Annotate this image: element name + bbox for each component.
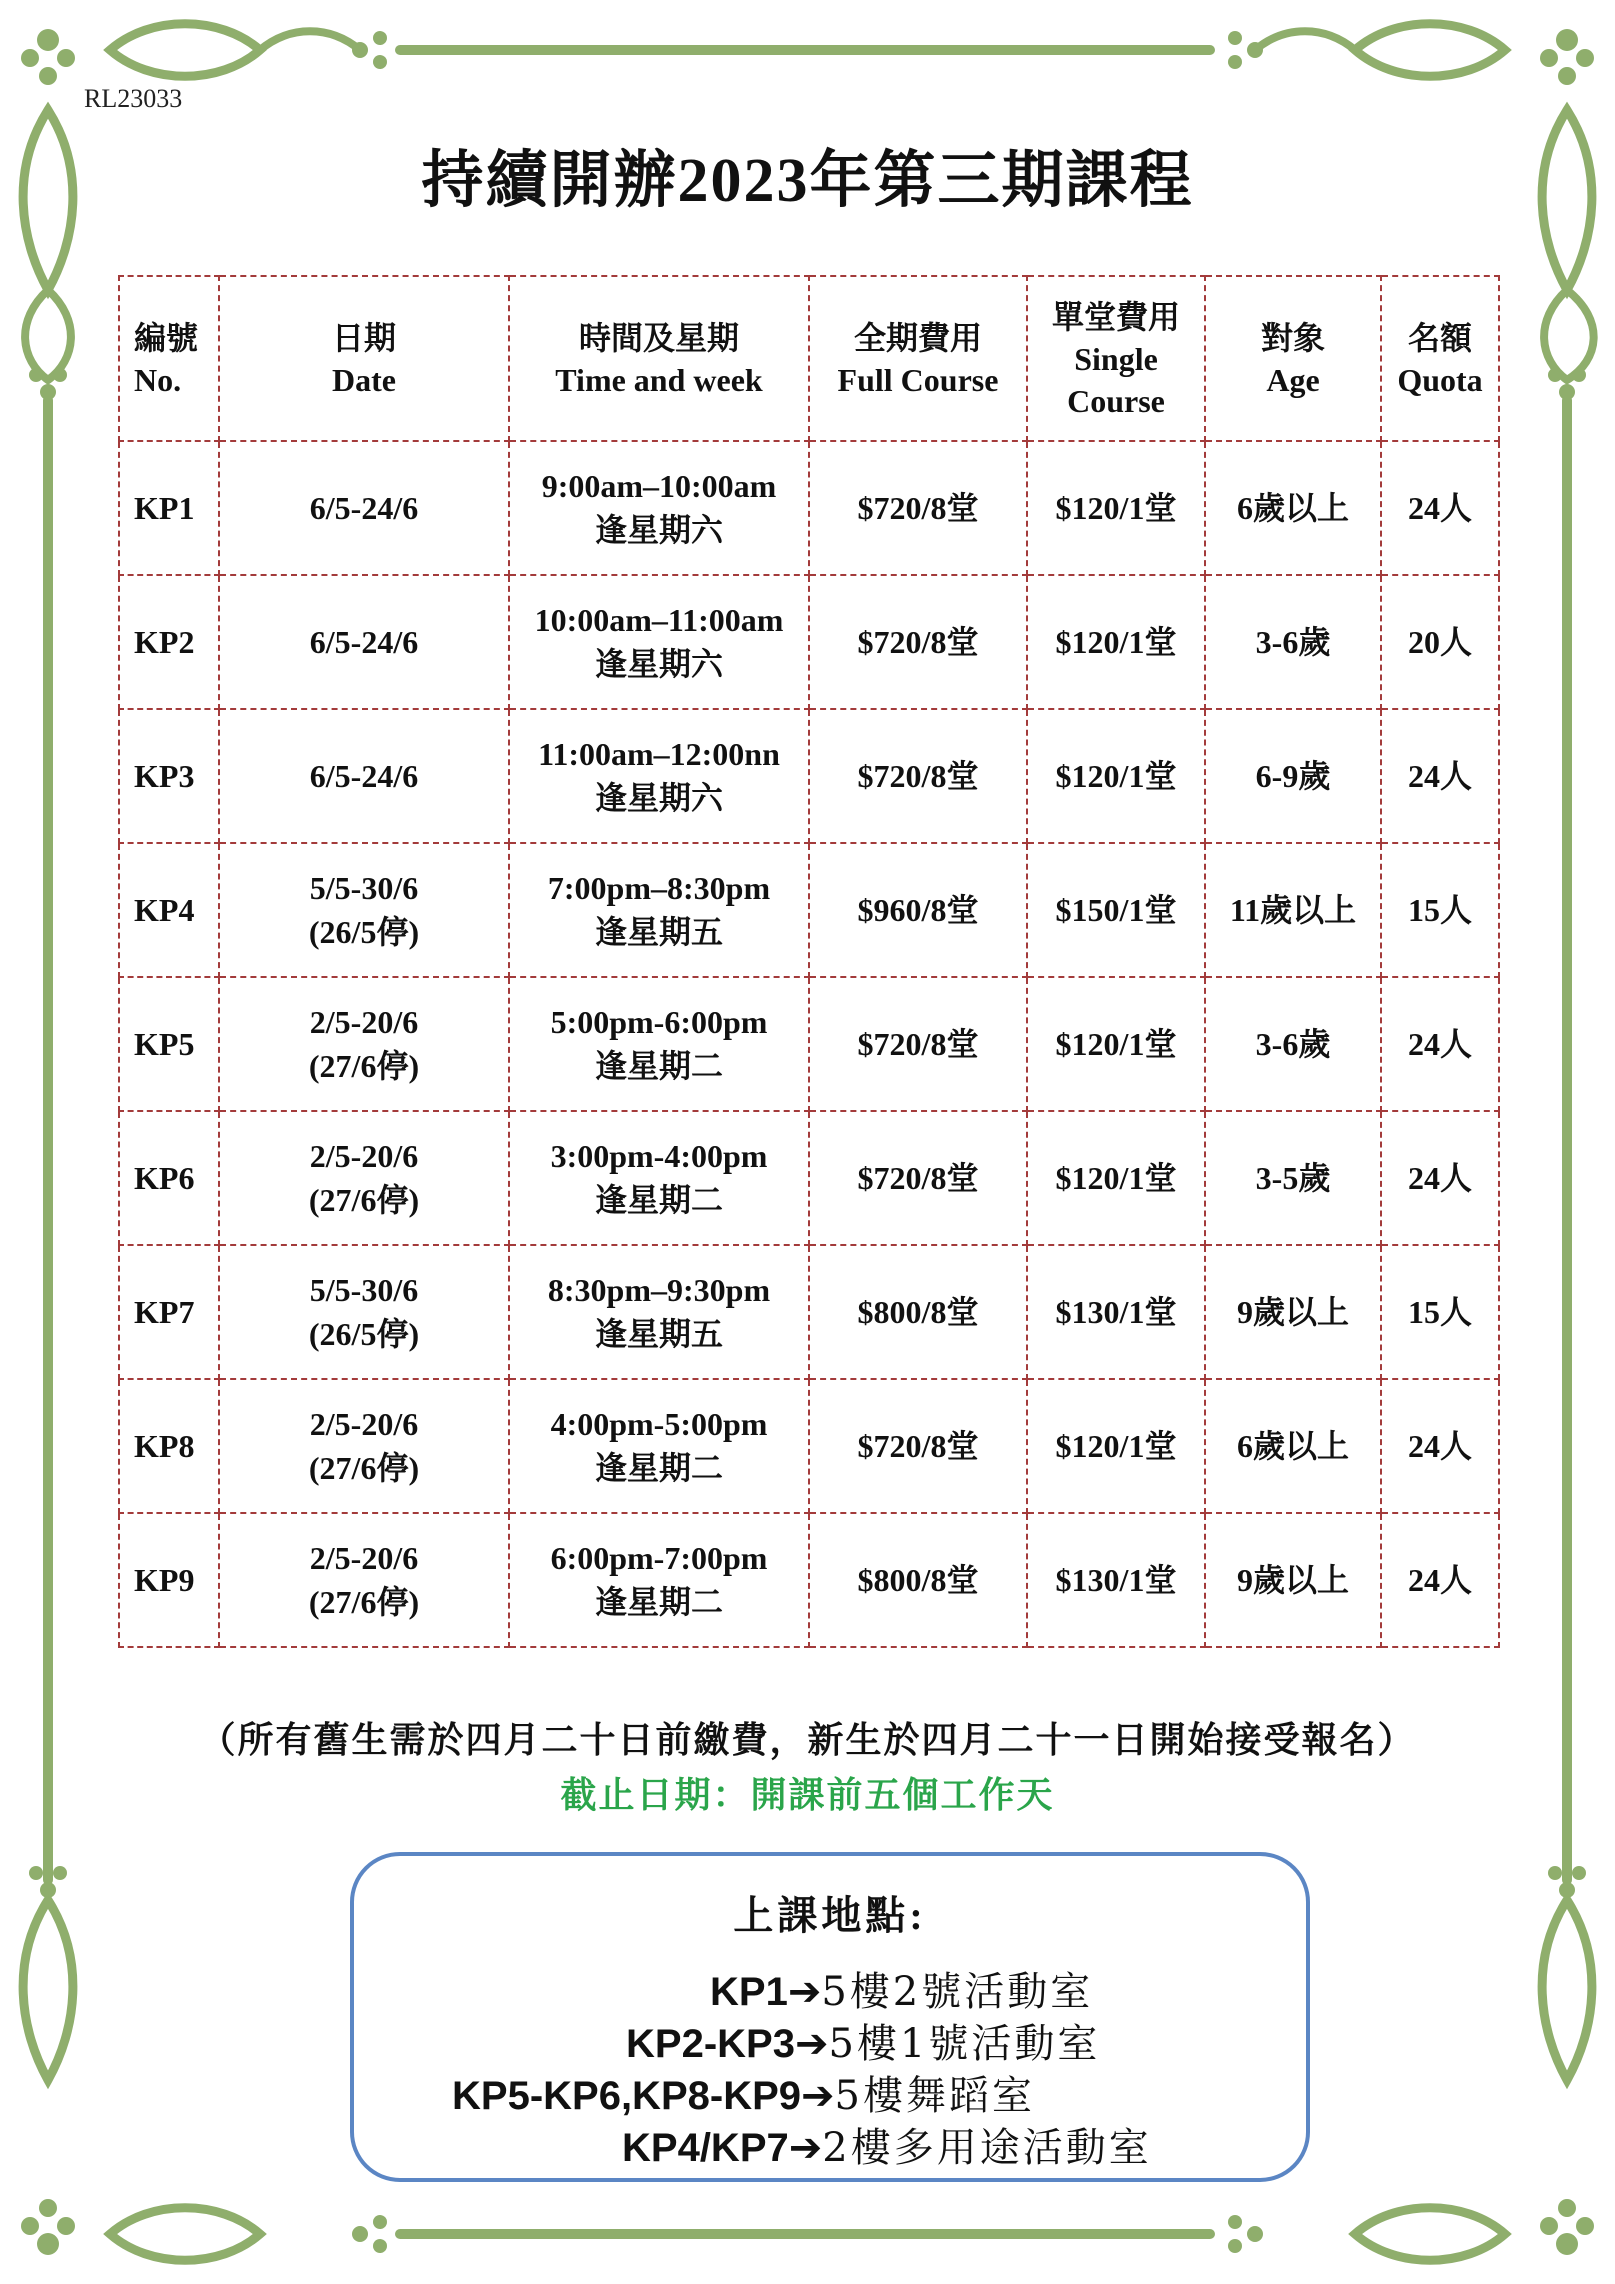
cell-full-course: $720/8堂: [809, 977, 1027, 1111]
arrow-right-icon: ➔: [794, 2021, 829, 2067]
table-row: [119, 1379, 1499, 1513]
cell-full-course: $720/8堂: [809, 575, 1027, 709]
cell-code: KP6: [119, 1111, 219, 1245]
table-row: [119, 575, 1499, 709]
header-no: 編號 No.: [119, 276, 219, 441]
table-row: [119, 441, 1499, 575]
deadline-note: 截止日期：開課前五個工作天: [560, 1775, 1055, 1815]
cell-full-course: $960/8堂: [809, 843, 1027, 977]
cell-full-course: $720/8堂: [809, 1379, 1027, 1513]
cell-quota: 24人: [1381, 709, 1499, 843]
cell-age: 9歲以上: [1205, 1513, 1381, 1647]
table-header-row: [119, 276, 1499, 441]
location-line: KP1➔5樓2號活動室: [710, 1969, 1094, 2015]
location-title: 上課地點:: [733, 1893, 927, 1938]
location-box: [350, 1852, 1310, 2182]
cell-single-course: $120/1堂: [1027, 709, 1205, 843]
location-line: KP2-KP3➔5樓1號活動室: [626, 2021, 1101, 2067]
cell-code: KP2: [119, 575, 219, 709]
arrow-right-icon: ➔: [788, 2125, 823, 2171]
cell-full-course: $720/8堂: [809, 709, 1027, 843]
payment-note: （所有舊生需於四月二十日前繳費，新生於四月二十一日開始接受報名）: [199, 1720, 1416, 1760]
cell-code: KP8: [119, 1379, 219, 1513]
cell-quota: 24人: [1381, 1379, 1499, 1513]
cell-age: 3-5歲: [1205, 1111, 1381, 1245]
cell-single-course: $120/1堂: [1027, 575, 1205, 709]
cell-date: 2/5-20/6 (27/6停): [219, 1379, 509, 1513]
cell-quota: 20人: [1381, 575, 1499, 709]
cell-full-course: $800/8堂: [809, 1513, 1027, 1647]
cell-code: KP5: [119, 977, 219, 1111]
cell-full-course: $720/8堂: [809, 1111, 1027, 1245]
cell-time: 4:00pm-5:00pm 逢星期二: [509, 1379, 809, 1513]
cell-time: 3:00pm-4:00pm 逢星期二: [509, 1111, 809, 1245]
cell-time: 6:00pm-7:00pm 逢星期二: [509, 1513, 809, 1647]
cell-date: 5/5-30/6 (26/5停): [219, 1245, 509, 1379]
table-row: [119, 1513, 1499, 1647]
arrow-right-icon: ➔: [801, 2073, 835, 2119]
table-row: [119, 709, 1499, 843]
cell-quota: 24人: [1381, 441, 1499, 575]
cell-age: 3-6歲: [1205, 977, 1381, 1111]
cell-full-course: $800/8堂: [809, 1245, 1027, 1379]
cell-code: KP7: [119, 1245, 219, 1379]
header-date: 日期 Date: [219, 276, 509, 441]
cell-code: KP9: [119, 1513, 219, 1647]
cell-single-course: $120/1堂: [1027, 1111, 1205, 1245]
cell-full-course: $720/8堂: [809, 441, 1027, 575]
cell-code: KP1: [119, 441, 219, 575]
header-full-course: 全期費用 Full Course: [809, 276, 1027, 441]
cell-date: 2/5-20/6 (27/6停): [219, 1513, 509, 1647]
cell-time: 10:00am–11:00am 逢星期六: [509, 575, 809, 709]
cell-age: 3-6歲: [1205, 575, 1381, 709]
cell-code: KP4: [119, 843, 219, 977]
reference-code: RL23033: [84, 84, 183, 113]
cell-age: 11歲以上: [1205, 843, 1381, 977]
cell-quota: 24人: [1381, 977, 1499, 1111]
cell-date: 6/5-24/6: [219, 709, 509, 843]
arrow-right-icon: ➔: [787, 1969, 822, 2015]
location-line: KP5-KP6,KP8-KP9➔5樓舞蹈室: [452, 2073, 1035, 2119]
table-row: [119, 977, 1499, 1111]
location-line: KP4/KP7➔2樓多用途活動室: [622, 2125, 1152, 2171]
cell-quota: 15人: [1381, 843, 1499, 977]
cell-code: KP3: [119, 709, 219, 843]
table-body: [119, 441, 1499, 1647]
table-row: [119, 1111, 1499, 1245]
cell-age: 6歲以上: [1205, 441, 1381, 575]
cell-date: 5/5-30/6 (26/5停): [219, 843, 509, 977]
header-single-course: 單堂費用 Single Course: [1027, 276, 1205, 441]
cell-date: 6/5-24/6: [219, 575, 509, 709]
cell-single-course: $150/1堂: [1027, 843, 1205, 977]
header-time: 時間及星期 Time and week: [509, 276, 809, 441]
cell-time: 9:00am–10:00am 逢星期六: [509, 441, 809, 575]
cell-age: 6歲以上: [1205, 1379, 1381, 1513]
table-row: [119, 1245, 1499, 1379]
cell-quota: 24人: [1381, 1111, 1499, 1245]
cell-time: 11:00am–12:00nn 逢星期六: [509, 709, 809, 843]
cell-age: 6-9歲: [1205, 709, 1381, 843]
cell-single-course: $130/1堂: [1027, 1245, 1205, 1379]
cell-quota: 15人: [1381, 1245, 1499, 1379]
cell-time: 5:00pm-6:00pm 逢星期二: [509, 977, 809, 1111]
table-row: [119, 843, 1499, 977]
cell-time: 8:30pm–9:30pm 逢星期五: [509, 1245, 809, 1379]
cell-time: 7:00pm–8:30pm 逢星期五: [509, 843, 809, 977]
cell-single-course: $120/1堂: [1027, 977, 1205, 1111]
course-schedule-table: [118, 275, 1500, 1648]
cell-single-course: $120/1堂: [1027, 441, 1205, 575]
cell-date: 6/5-24/6: [219, 441, 509, 575]
cell-age: 9歲以上: [1205, 1245, 1381, 1379]
page-title: 持續開辦2023年第三期課程: [421, 147, 1194, 215]
cell-date: 2/5-20/6 (27/6停): [219, 1111, 509, 1245]
cell-date: 2/5-20/6 (27/6停): [219, 977, 509, 1111]
cell-single-course: $120/1堂: [1027, 1379, 1205, 1513]
header-quota: 名額 Quota: [1381, 276, 1499, 441]
header-age: 對象 Age: [1205, 276, 1381, 441]
cell-quota: 24人: [1381, 1513, 1499, 1647]
cell-single-course: $130/1堂: [1027, 1513, 1205, 1647]
